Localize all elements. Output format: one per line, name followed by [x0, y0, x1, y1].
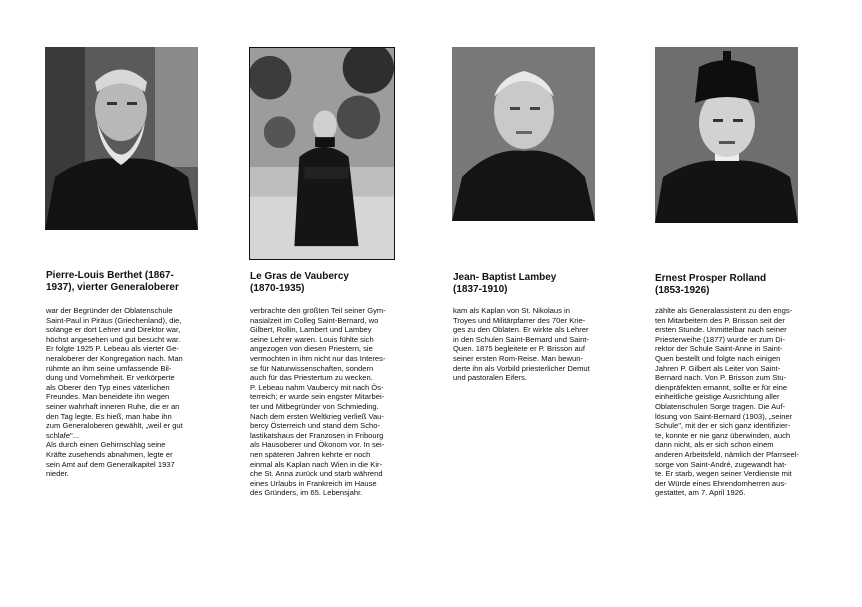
bio-line: solange er dort Lehrer und Direktor war, [46, 325, 181, 335]
bio-line: zählte als Generalassistent zu den engs- [655, 306, 793, 315]
bio-line: Bernard nach. Von P. Brisson zum Stu- [655, 373, 787, 383]
bio-line: gestattet, am 7. April 1926. [655, 488, 746, 498]
biography-vaubercy [250, 306, 415, 498]
bio-line: dienpräfekten ernannt, sollte er für eine [655, 382, 788, 392]
bio-line: terreich; er wurde sein engster Mitarbei- [250, 392, 385, 402]
bio-line: der Würde eines Ehrendomherren aus- [655, 478, 787, 488]
bio-line: se für Naturwissenschaften, sondern [250, 363, 374, 373]
bio-line: dung und Vornehmheit. Er verkörperte [46, 373, 175, 383]
biography-berthet [46, 306, 211, 479]
biography-rolland [655, 306, 820, 498]
bio-line: höchst angesehen und gut besucht war. [46, 334, 181, 344]
bio-line: Oblatenschulen Sorge tragen. Die Auf- [655, 401, 786, 411]
bio-line: ter und Mitbegründer von Schmieding. [250, 401, 379, 411]
bio-line: eines Urlaubs in Frankreich im Hause [250, 478, 377, 488]
bio-line: Er folgte 1925 P. Lebeau als vierter Ge- [46, 344, 179, 354]
biography-lambey [453, 306, 618, 383]
bio-line: Priesterweihe (1877) wurde er zum Di- [655, 334, 785, 344]
bio-line: vermochten in ihm nicht nur das Interes- [250, 353, 386, 363]
bio-line: Gilbert, Rollin, Lambert und Lambey [250, 325, 372, 335]
bio-line: te, konnte er nie ganz überwinden, auch [655, 430, 791, 440]
portrait-photo-rolland [655, 47, 798, 223]
bio-line: einmal als Kaplan nach Wien in die Kir- [250, 459, 383, 469]
bio-line: sein Amt auf dem Generalkapitel 1937 [46, 459, 175, 469]
name-line: Jean- Baptist Lambey [453, 272, 557, 283]
portrait-photo-lambey [452, 47, 595, 221]
person-name-rolland [655, 273, 805, 297]
name-line: (1853-1926) [655, 285, 710, 296]
bio-line: rühmte an ihm seine umfassende Bil- [46, 363, 172, 373]
bio-line: kam als Kaplan von St. Nikolaus in [453, 306, 570, 315]
bio-line: Schule", mit der er sich ganz identifizier- [655, 421, 791, 431]
bio-line: schlafe"... [46, 430, 80, 440]
bio-line: nieder. [46, 469, 69, 479]
bio-line: anderen Arbeitsfeld, nämlich der Pfarrseel- [655, 449, 799, 459]
bio-line: Freundes. Man beneidete ihn wegen [46, 392, 170, 402]
portrait-photo-berthet [45, 47, 198, 230]
bio-line: Troyes und Militärpfarrer des 70er Krie- [453, 315, 586, 325]
bio-line: Quen. 1875 begleitete er P. Brisson auf [453, 344, 585, 354]
bio-line: Quen bestellt und folgte nach einigen [655, 353, 781, 363]
bio-line: als Hausoberer und Ökonom vor. In sei- [250, 440, 385, 450]
name-line: (1837-1910) [453, 284, 508, 295]
bio-line: lastikatshaus der Franzosen in Fribourg [250, 430, 384, 440]
name-line: (1870-1935) [250, 283, 305, 294]
portrait-photo-vaubercy [249, 47, 395, 260]
bio-line: nasialzeit im Colleg Saint-Bernard, wo [250, 315, 379, 325]
bio-line: Jahren P. Gilbert als Leiter von Saint- [655, 363, 781, 373]
person-name-berthet [46, 270, 196, 294]
bio-line: angezogen von diesen Priestern, sie [250, 344, 373, 354]
bio-line: des Gründers, im 65. Lebensjahr. [250, 488, 363, 498]
bio-line: seiner wahrhaft inneren Ruhe, die er an [46, 401, 180, 411]
bio-line: den Tag legte. Es hieß, man habe ihn [46, 411, 172, 421]
bio-line: verbrachte den größten Teil seiner Gym- [250, 306, 386, 315]
bio-line: derte ihn als Vorbild priesterlicher Demut [453, 363, 590, 373]
bio-line: auch für das Priestertum zu wecken. [250, 373, 373, 383]
bio-line: einheitliche geistige Ausrichtung aller [655, 392, 780, 402]
person-name-lambey [453, 272, 603, 296]
bio-line: dann nicht, als er sich schon einem [655, 440, 774, 450]
bio-line: in den Schulen Saint-Bernard und Saint- [453, 334, 589, 344]
bio-line: che St. Anna zurück und starb während [250, 469, 383, 479]
bio-line: Kräfte zusehends abnahmen, legte er [46, 449, 173, 459]
bio-line: war der Begründer der Oblatenschule [46, 306, 173, 315]
bio-line: ten Mitarbeitern des P. Brisson seit der [655, 315, 785, 325]
bio-line: P. Lebeau nahm Vaubercy mit nach Ös- [250, 382, 384, 392]
bio-line: zum Generaloberen gewählt, „weil er gut [46, 421, 183, 431]
bio-line: sorge von Saint-André, zugewandt hat- [655, 459, 787, 469]
bio-line: rektor der Schule Saint-Anne in Saint- [655, 344, 783, 354]
bio-line: und pastoralen Eifers. [453, 373, 527, 383]
name-line: Le Gras de Vaubercy [250, 271, 349, 282]
bio-line: seine Lehrer waren. Louis fühlte sich [250, 334, 374, 344]
bio-line: Saint-Paul in Piräus (Griechenland), die, [46, 315, 182, 325]
person-name-vaubercy [250, 271, 400, 295]
bio-line: neraloberer der Kongregation nach. Man [46, 353, 183, 363]
bio-line: ersten Stunde. Unmittelbar nach seiner [655, 325, 787, 335]
bio-line: seiner ersten Rom-Reise. Man bewun- [453, 353, 583, 363]
bio-line: nen späteren Jahren kehrte er noch [250, 449, 371, 459]
bio-line: als Oberer den Typ eines väterlichen [46, 382, 170, 392]
bio-line: bercy Österreich und stand dem Scho- [250, 421, 380, 431]
bio-line: Als durch einen Gehirnschlag seine [46, 440, 166, 450]
name-line: Ernest Prosper Rolland [655, 273, 767, 284]
bio-line: ges zu den Oblaten. Er wirkte als Lehrer [453, 325, 589, 335]
name-line: Pierre-Louis Berthet (1867- [46, 270, 174, 281]
bio-line: Nach dem ersten Weltkrieg verließ Vau- [250, 411, 384, 421]
name-line: 1937), vierter Generaloberer [46, 282, 179, 293]
bio-line: lösung von Saint-Bernard (1903), „seiner [655, 411, 793, 421]
bio-line: te. Er starb, wegen seiner Verdienste mit [655, 469, 792, 479]
